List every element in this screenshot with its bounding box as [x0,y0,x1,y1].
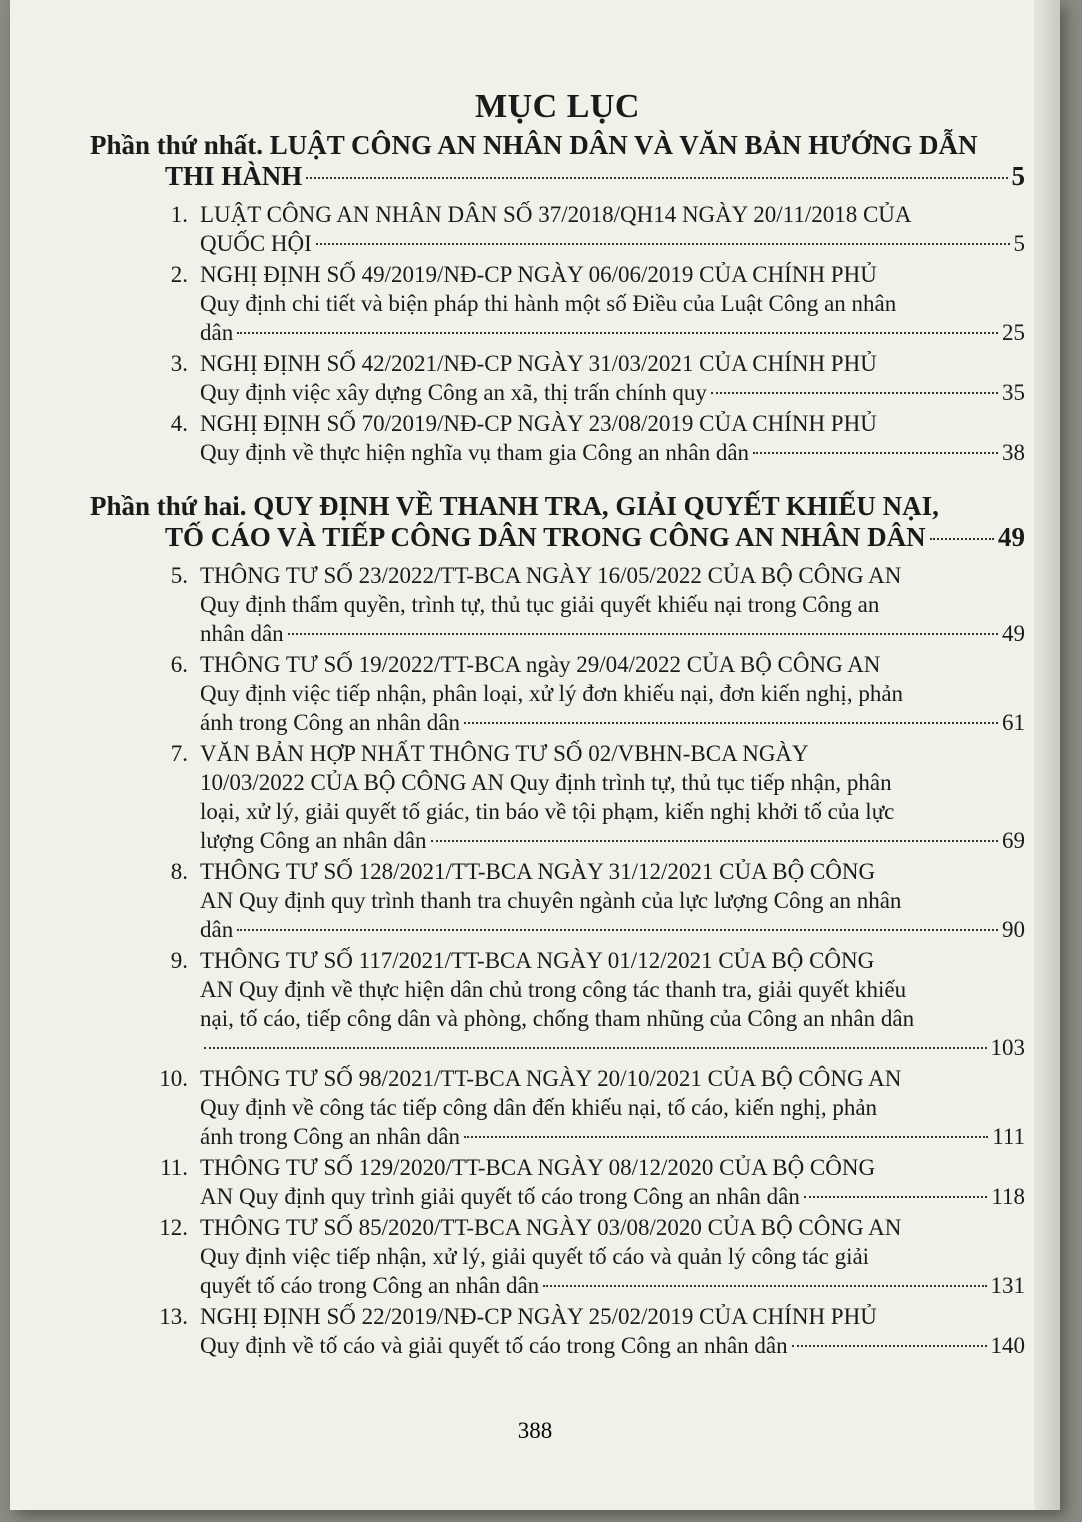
entry-page-number: 69 [1002,828,1025,853]
entry-last-text: Quy định việc xây dựng Công an xã, thị trấn chính quy [200,380,707,405]
entry-page-number: 49 [1002,621,1025,646]
part-heading-line2-text: THI HÀNH [165,161,303,191]
table-of-contents [90,88,1025,1362]
toc-entry [90,1153,1025,1211]
toc-entry [90,1302,1025,1360]
entry-last-line [200,915,1025,944]
entry-last-line [200,826,1025,855]
entry-last-line [200,229,1025,258]
part-page-number: 49 [998,522,1025,552]
entry-last-text: ánh trong Công an nhân dân [200,710,460,735]
entry-line: Quy định việc tiếp nhận, phân loại, xử lý đơn khiếu nại, đơn kiến nghị, phản [200,681,904,706]
leader-dots [543,1285,986,1287]
entry-line: Quy định việc tiếp nhận, xử lý, giải quyết tố cáo và quản lý công tác giải [200,1244,870,1269]
entry-body [200,857,1025,944]
entry-last-line [200,1331,1025,1360]
entry-page-number: 131 [990,1273,1025,1298]
entry-body [200,349,1025,407]
entry-line: THÔNG TƯ SỐ 129/2020/TT-BCA NGÀY 08/12/2020 CỦA BỘ CÔNG [200,1155,876,1180]
entry-body [200,739,1025,855]
entry-page-number: 61 [1002,710,1025,735]
part-heading-line2-text: TỐ CÁO VÀ TIẾP CÔNG DÂN TRONG CÔNG AN NHÂN DÂN [165,522,926,552]
entry-line: NGHỊ ĐỊNH SỐ 42/2021/NĐ-CP NGÀY 31/03/2021 CỦA CHÍNH PHỦ [200,351,877,376]
entry-line: AN Quy định về thực hiện dân chủ trong công tác thanh tra, giải quyết khiếu [200,977,907,1002]
entry-body [200,1153,1025,1211]
entry-line: 10/03/2022 CỦA BỘ CÔNG AN Quy định trình tự, thủ tục tiếp nhận, phân [200,770,892,795]
entry-number: 10. [159,1066,188,1091]
entry-line: Quy định thẩm quyền, trình tự, thủ tục giải quyết khiếu nại trong Công an [200,592,880,617]
entry-last-line [200,708,1025,737]
entry-page-number: 118 [991,1184,1025,1209]
toc-entry [90,739,1025,855]
toc-entry [90,561,1025,648]
entry-body [200,561,1025,648]
part-heading-line2 [90,161,1025,192]
part-page-number: 5 [1011,161,1025,191]
leader-dots [792,1345,987,1347]
entry-last-text: dân [200,917,234,942]
entry-line: NGHỊ ĐỊNH SỐ 22/2019/NĐ-CP NGÀY 25/02/2019 CỦA CHÍNH PHỦ [200,1304,877,1329]
entry-number: 3. [170,351,188,376]
leader-dots [930,538,994,540]
toc-entry [90,650,1025,737]
entry-body [200,260,1025,347]
part-heading-line1: Phần thứ nhất. LUẬT CÔNG AN NHÂN DÂN VÀ VĂN BẢN HƯỚNG DẪN [90,130,978,160]
entry-last-text: Quy định về tố cáo và giải quyết tố cáo trong Công an nhân dân [200,1333,788,1358]
entry-last-line [200,1033,1025,1062]
entry-page-number: 90 [1002,917,1025,942]
toc-entry [90,1064,1025,1151]
leader-dots [431,840,999,842]
entry-line: VĂN BẢN HỢP NHẤT THÔNG TƯ SỐ 02/VBHN-BCA NGÀY [200,741,809,766]
leader-dots [316,243,1010,245]
entry-page-number: 25 [1002,320,1025,345]
entry-number: 4. [170,411,188,436]
toc-entry [90,1213,1025,1300]
entry-line: Quy định chi tiết và biện pháp thi hành một số Điều của Luật Công an nhân [200,291,897,316]
entry-body [200,1213,1025,1300]
leader-dots [711,392,998,394]
leader-dots [237,929,998,931]
entry-line: AN Quy định quy trình thanh tra chuyên ngành của lực lượng Công an nhân [200,888,902,913]
leader-dots [237,332,998,334]
entry-last-text: QUỐC HỘI [200,231,312,256]
leader-dots [204,1047,987,1049]
entry-last-text: lượng Công an nhân dân [200,828,427,853]
entry-body [200,1302,1025,1360]
toc-entry [90,409,1025,467]
entry-line: THÔNG TƯ SỐ 128/2021/TT-BCA NGÀY 31/12/2021 CỦA BỘ CÔNG [200,859,876,884]
book-page [10,0,1060,1510]
entry-number: 1. [170,202,188,227]
entry-body [200,650,1025,737]
entry-last-text: dân [200,320,234,345]
entry-number: 9. [170,948,188,973]
entry-line: THÔNG TƯ SỐ 98/2021/TT-BCA NGÀY 20/10/2021 CỦA BỘ CÔNG AN [200,1066,902,1091]
entry-number: 8. [170,859,188,884]
entry-line: Quy định về công tác tiếp công dân đến khiếu nại, tố cáo, kiến nghị, phản [200,1095,878,1120]
entry-body [200,200,1025,258]
leader-dots [288,633,998,635]
part-heading-line2 [90,522,1025,553]
entry-last-text: ánh trong Công an nhân dân [200,1124,460,1149]
toc-entry [90,349,1025,407]
entry-last-line [200,1182,1025,1211]
entry-body [200,946,1025,1062]
entry-last-text: AN Quy định quy trình giải quyết tố cáo trong Công an nhân dân [200,1184,800,1209]
entry-last-text: quyết tố cáo trong Công an nhân dân [200,1273,540,1298]
entry-line: NGHỊ ĐỊNH SỐ 49/2019/NĐ-CP NGÀY 06/06/2019 CỦA CHÍNH PHỦ [200,262,877,287]
footer-page-number: 388 [517,1418,553,1443]
leader-dots [464,1136,988,1138]
entry-last-text: nhân dân [200,621,284,646]
entry-number: 6. [170,652,188,677]
toc-entry [90,200,1025,258]
part-heading [90,130,1025,192]
entry-line: THÔNG TƯ SỐ 19/2022/TT-BCA ngày 29/04/2022 CỦA BỘ CÔNG AN [200,652,881,677]
entry-number: 2. [170,262,188,287]
entry-last-line [200,1271,1025,1300]
entry-line: NGHỊ ĐỊNH SỐ 70/2019/NĐ-CP NGÀY 23/08/2019 CỦA CHÍNH PHỦ [200,411,877,436]
entry-line: LUẬT CÔNG AN NHÂN DÂN SỐ 37/2018/QH14 NGÀY 20/11/2018 CỦA [200,202,912,227]
leader-dots [753,452,998,454]
entry-last-line [200,1122,1025,1151]
entry-line: nại, tố cáo, tiếp công dân và phòng, chống tham nhũng của Công an nhân dân [200,1006,915,1031]
leader-dots [464,722,998,724]
entry-number: 13. [159,1304,188,1329]
entry-line: THÔNG TƯ SỐ 117/2021/TT-BCA NGÀY 01/12/2021 CỦA BỘ CÔNG [200,948,875,973]
entry-line: THÔNG TƯ SỐ 23/2022/TT-BCA NGÀY 16/05/2022 CỦA BỘ CÔNG AN [200,563,902,588]
entry-number: 5. [170,563,188,588]
entry-line: THÔNG TƯ SỐ 85/2020/TT-BCA NGÀY 03/08/2020 CỦA BỘ CÔNG AN [200,1215,902,1240]
part-heading-line1: Phần thứ hai. QUY ĐỊNH VỀ THANH TRA, GIẢI QUYẾT KHIẾU NẠI, [90,491,939,521]
page-spine-shadow [1034,0,1060,1510]
entry-page-number: 111 [992,1124,1025,1149]
toc-entry [90,857,1025,944]
leader-dots [306,177,1007,179]
entry-last-line [200,438,1025,467]
entry-number: 7. [170,741,188,766]
toc-entry [90,946,1025,1062]
entry-page-number: 140 [990,1333,1025,1358]
entry-last-text: Quy định về thực hiện nghĩa vụ tham gia Công an nhân dân [200,440,750,465]
entry-number: 11. [160,1155,188,1180]
entry-body [200,1064,1025,1151]
entry-body [200,409,1025,467]
entry-line: loại, xử lý, giải quyết tố giác, tin báo về tội phạm, kiến nghị khởi tố của lực [200,799,895,824]
toc-entry [90,260,1025,347]
entry-last-line [200,318,1025,347]
entry-page-number: 38 [1002,440,1025,465]
entry-page-number: 103 [990,1035,1025,1060]
toc-title: MỤC LỤC [475,88,640,125]
part-heading [90,491,1025,553]
entry-last-line [200,619,1025,648]
entry-number: 12. [159,1215,188,1240]
entry-page-number: 5 [1013,231,1025,256]
entry-last-line [200,378,1025,407]
leader-dots [804,1196,988,1198]
entry-page-number: 35 [1002,380,1025,405]
